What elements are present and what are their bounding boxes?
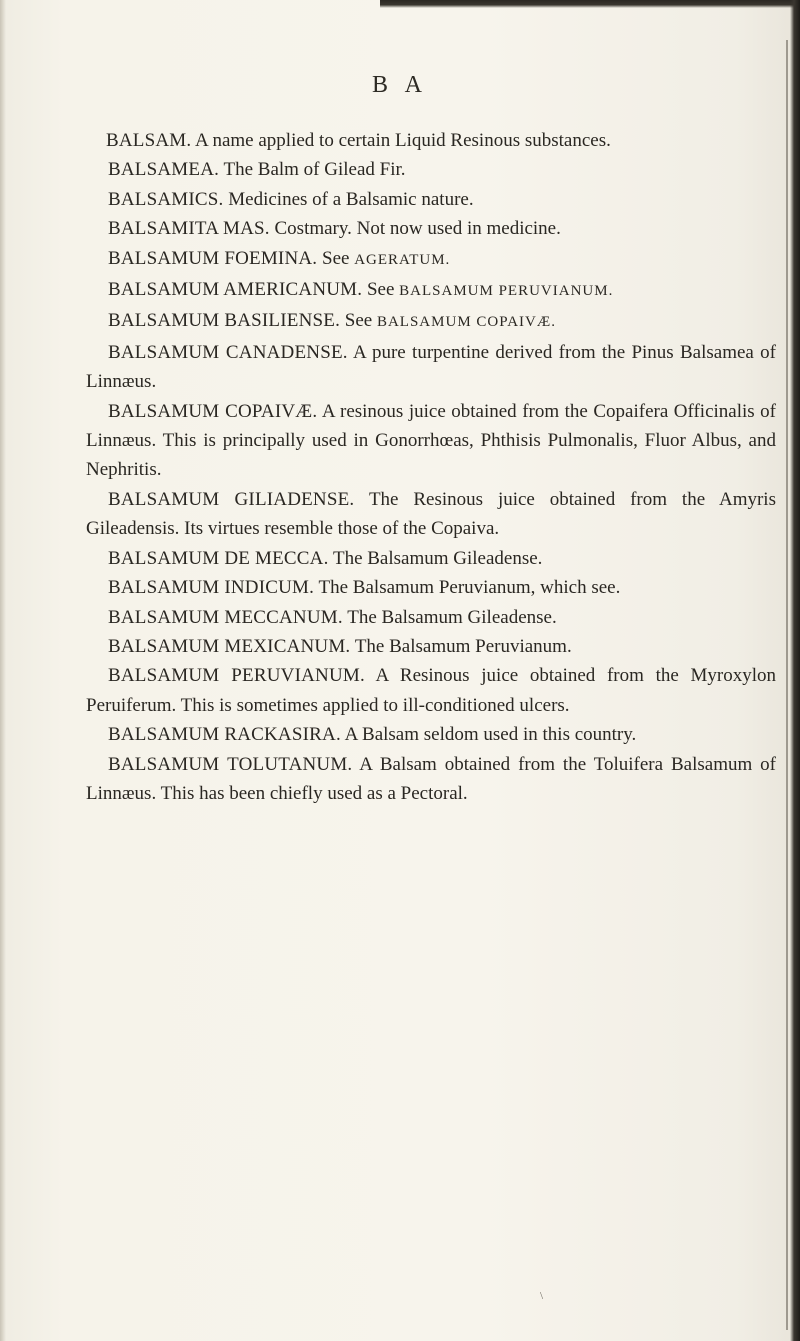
entry	[86, 573, 776, 602]
entry-text: See	[322, 247, 350, 269]
entry-headword: BALSAMUM FOEMINA.	[108, 247, 318, 269]
page-right-edge	[790, 0, 800, 1341]
entry	[86, 632, 776, 661]
entry	[86, 126, 776, 155]
entry	[86, 603, 776, 632]
entry-headword: BALSAMUM COPAIVÆ.	[108, 400, 318, 422]
entry-text: A Resinous juice obtained from the Myroxylon Peruiferum. This is sometimes applied to ill-conditioned ulcers.	[86, 665, 776, 716]
entry-headword: BALSAMUM PERUVIANUM.	[108, 665, 365, 687]
page-gutter-line	[786, 40, 788, 1330]
page-left-edge	[0, 0, 6, 1341]
page-top-shadow	[380, 0, 800, 8]
entry	[86, 275, 776, 306]
entry	[86, 155, 776, 184]
entry	[86, 244, 776, 275]
entry	[86, 306, 776, 337]
entry-headword: BALSAMUM CANADENSE.	[108, 341, 348, 363]
entry	[86, 397, 776, 485]
entry-headword: BALSAMUM INDICUM.	[108, 577, 315, 599]
entry-headword: BALSAMUM TOLUTANUM.	[108, 753, 353, 775]
entry-text: The Balsamum Peruvianum, which see.	[318, 577, 621, 599]
cross-reference: AGERATUM.	[354, 251, 451, 268]
entry-text: A Balsam obtained from the Toluifera Balsamum of Linnæus. This has been chiefly used as a Pectoral.	[86, 753, 776, 804]
entry-text: See	[366, 279, 395, 301]
entry	[86, 544, 776, 573]
entry	[86, 185, 776, 214]
entry-text: The Balsamum Gileadense.	[347, 606, 557, 628]
entry-headword: BALSAMUM BASILIENSE.	[108, 310, 341, 332]
entry-text: The Balsamum Gileadense.	[332, 547, 543, 569]
entry-headword: BALSAMEA.	[108, 159, 220, 181]
entry	[86, 214, 776, 243]
entry-text: Costmary. Not now used in medicine.	[274, 218, 561, 240]
entry-headword: BALSAMICS.	[108, 188, 224, 210]
running-head: B A	[371, 72, 428, 98]
catch-mark: \	[540, 1290, 544, 1302]
entry-headword: BALSAMUM RACKASIRA.	[108, 724, 341, 746]
entry-headword: BALSAMUM AMERICANUM.	[108, 279, 363, 301]
entry-text: Medicines of a Balsamic nature.	[228, 188, 474, 210]
entry-headword: BALSAM.	[106, 130, 192, 151]
entry	[86, 720, 776, 749]
entry	[86, 485, 776, 544]
entry-headword: BALSAMUM DE MECCA.	[108, 547, 329, 569]
dictionary-entries	[86, 126, 776, 808]
entry-text: A resinous juice obtained from the Copaifera Officinalis of Linnæus. This is principally used in Gonorrhœas, Phthisis Pulmonalis, Fluor Albus, and Nephritis.	[86, 400, 777, 481]
entry-text: See	[344, 310, 373, 332]
entry-text: A pure turpentine derived from the Pinus Balsamea of Linnæus.	[86, 341, 776, 393]
cross-reference: BALSAMUM PERUVIANUM.	[399, 283, 614, 300]
entry	[86, 750, 776, 809]
entry-headword: BALSAMUM MECCANUM.	[108, 606, 343, 628]
entry-headword: BALSAMUM GILIADENSE.	[108, 488, 355, 510]
entry-headword: BALSAMUM MEXICANUM.	[108, 635, 351, 657]
cross-reference: BALSAMUM COPAIVÆ.	[376, 314, 556, 331]
entry-text: A name applied to certain Liquid Resinous substances.	[195, 130, 611, 151]
entry-text: The Balm of Gilead Fir.	[223, 159, 406, 181]
entry	[86, 338, 776, 397]
entry-text: A Balsam seldom used in this country.	[344, 724, 637, 746]
entry-headword: BALSAMITA MAS.	[108, 218, 270, 240]
entry	[86, 661, 776, 720]
entry-text: The Balsamum Peruvianum.	[354, 635, 572, 657]
entry-text: The Resinous juice obtained from the Amyris Gileadensis. Its virtues resemble those of the Copaiva.	[86, 488, 776, 540]
